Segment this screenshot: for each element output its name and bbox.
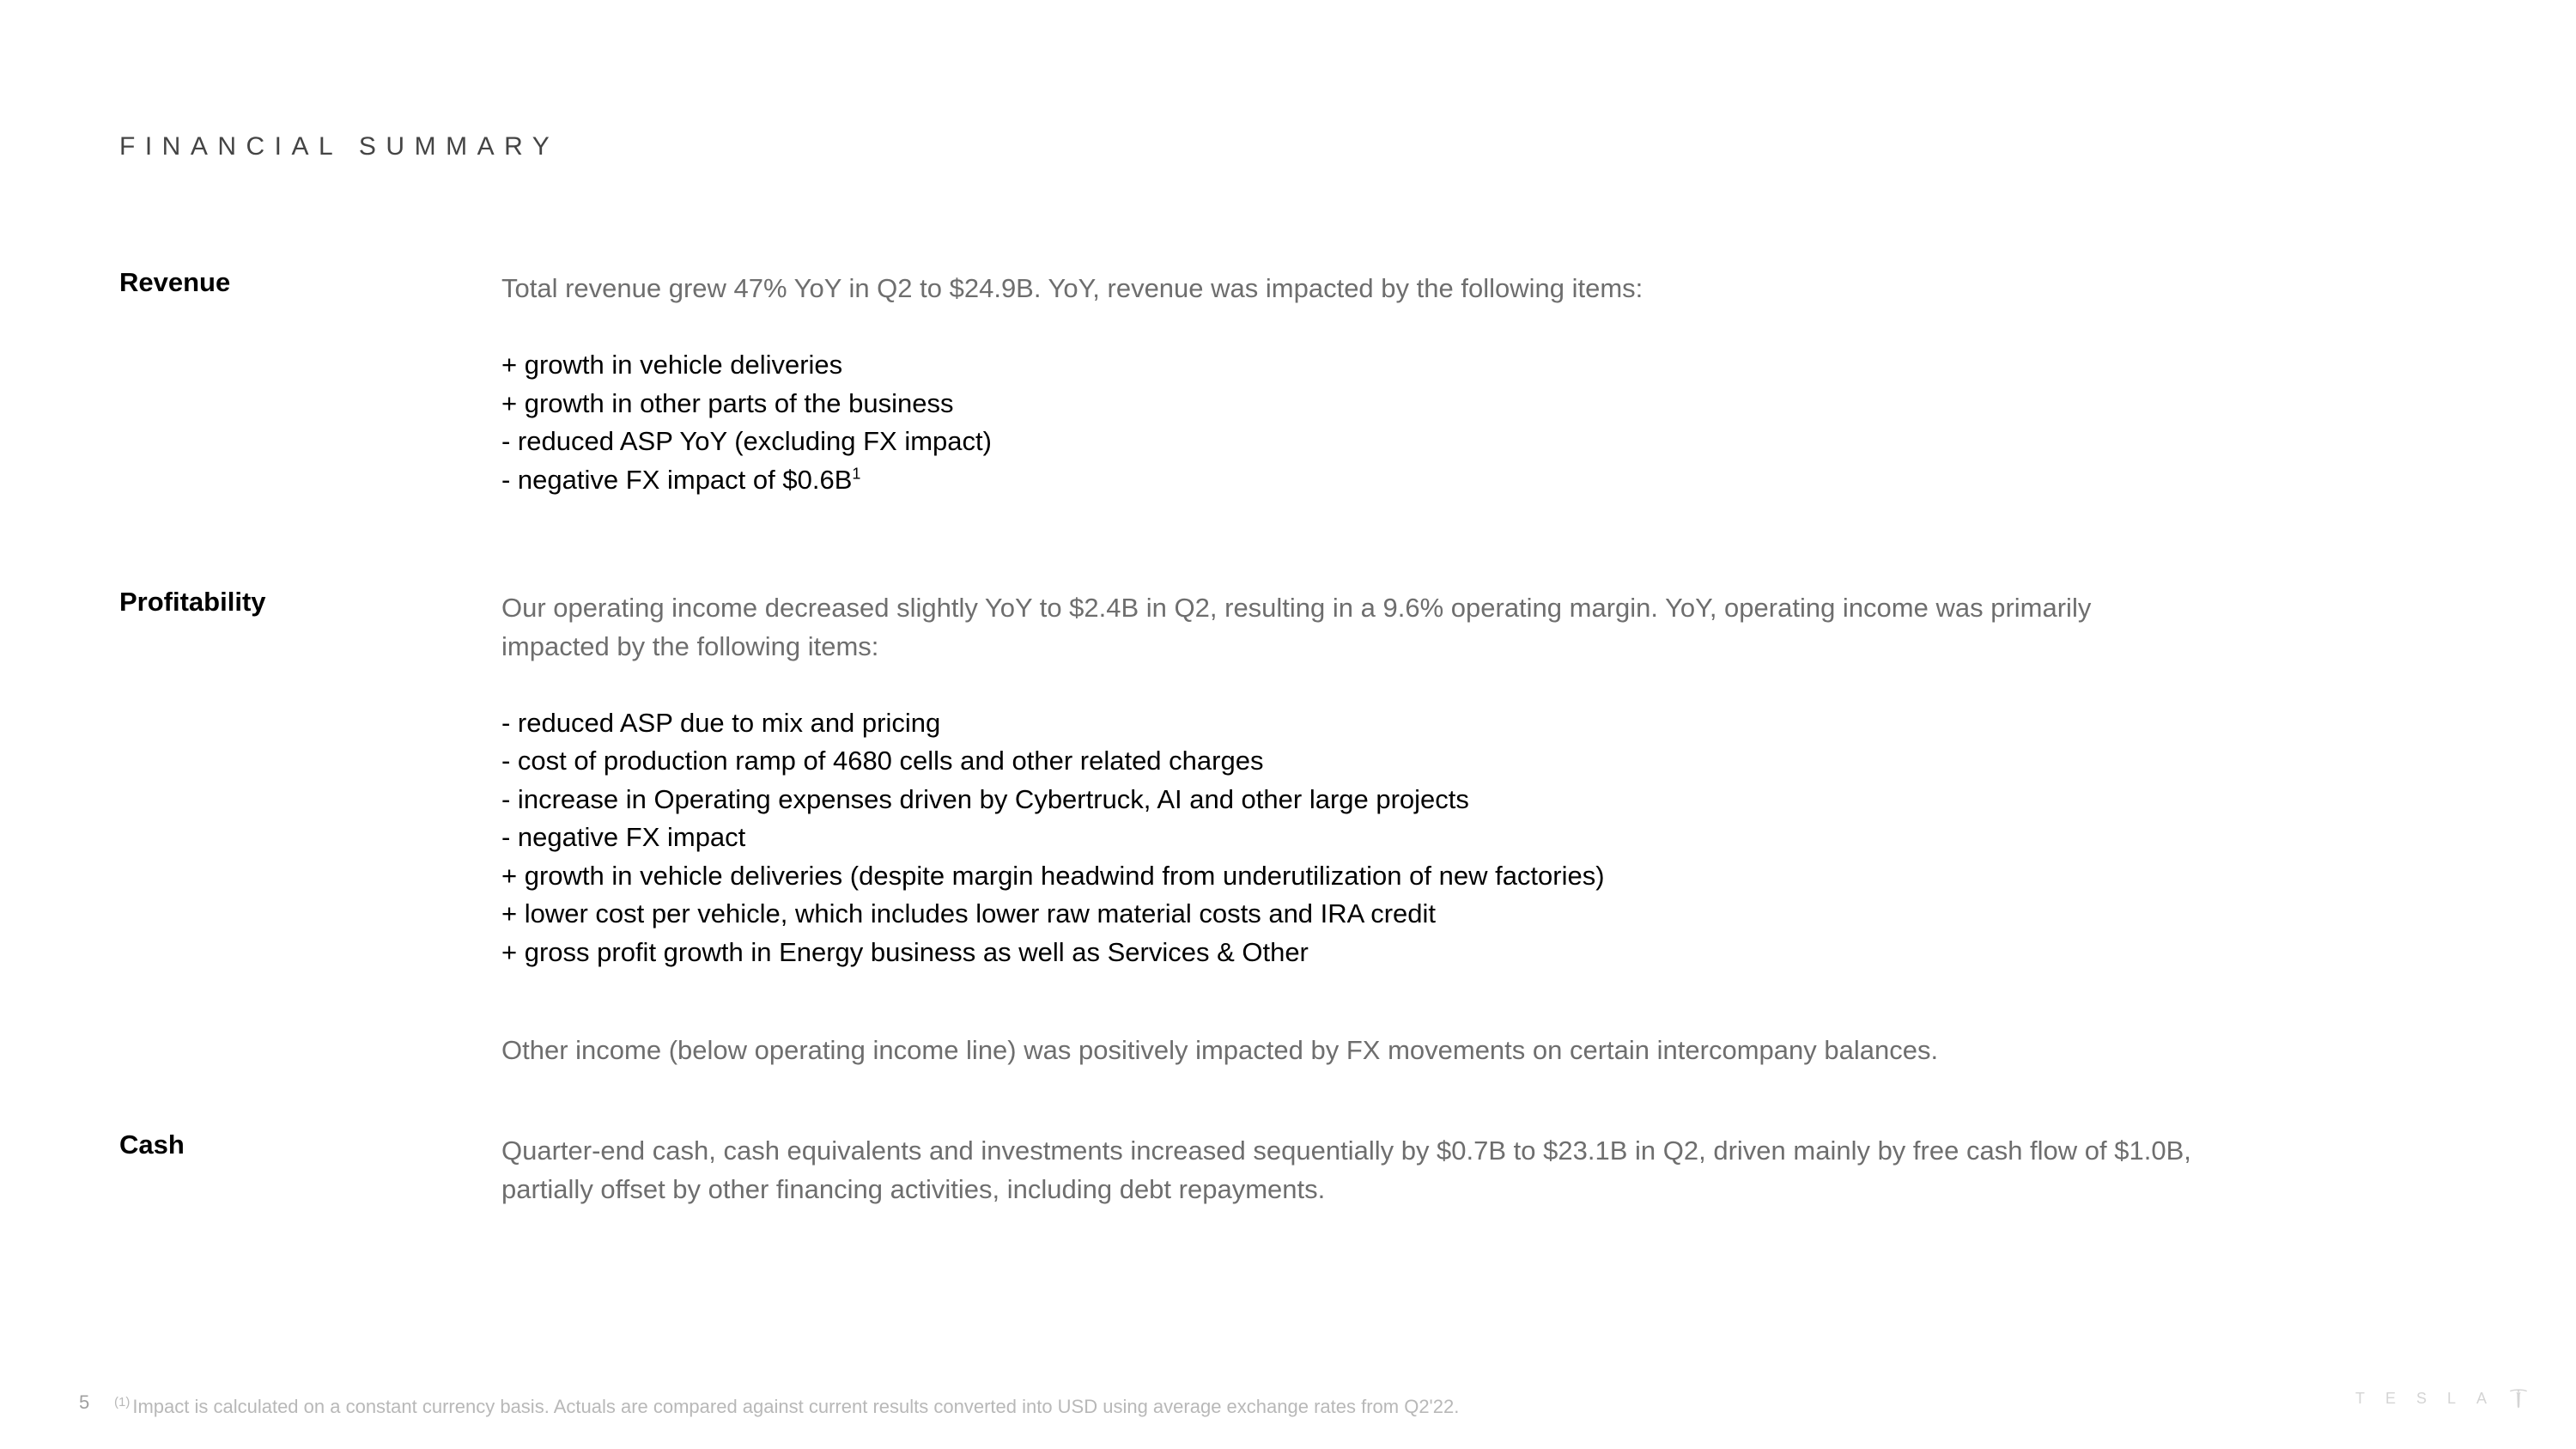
brand-wordmark: TESLA (2354, 1389, 2507, 1407)
cash-text-line-1: Quarter-end cash, cash equivalents and investments increased sequentially by $0.7B to $23.1B in Q2, driven mainly by free cash flow of $1.0B, (501, 1135, 2191, 1166)
list-item: - negative FX impact (501, 822, 746, 852)
list-item: - reduced ASP YoY (excluding FX impact) (501, 426, 992, 456)
list-item-text: - negative FX impact of $0.6B (501, 464, 853, 495)
cash-text (501, 1132, 2219, 1209)
revenue-intro: Total revenue grew 47% YoY in Q2 to $24.9B. YoY, revenue was impacted by the following items: (501, 273, 1643, 303)
other-income-note: Other income (below operating income line) was positively impacted by FX movements on certain intercompany balances. (501, 1035, 1939, 1065)
page-number: 5 (79, 1391, 90, 1413)
footnote-reference: 1 (852, 465, 861, 483)
profitability-intro-line-1: Our operating income decreased slightly YoY to $2.4B in Q2, resulting in a 9.6% operating margin. YoY, operating income was primarily (501, 593, 2092, 623)
list-item: - reduced ASP due to mix and pricing (501, 707, 941, 738)
footnote-text: Impact is calculated on a constant currency basis. Actuals are compared against current results converted into USD using average exchange rates from Q2'22. (132, 1396, 1460, 1417)
list-item (501, 461, 2219, 500)
revenue-label: Revenue (119, 267, 231, 297)
page-title: FINANCIAL SUMMARY (119, 132, 560, 161)
list-item: + growth in vehicle deliveries (despite margin headwind from underutilization of new factories) (501, 860, 1605, 891)
footnote (114, 1396, 1459, 1418)
profitability-bullets (501, 704, 2219, 972)
cash-label: Cash (119, 1129, 185, 1160)
list-item: - increase in Operating expenses driven by Cybertruck, AI and other large projects (501, 783, 1469, 814)
revenue-bullets (501, 346, 2219, 499)
revenue-body (501, 270, 2219, 499)
list-item: + growth in other parts of the business (501, 387, 954, 418)
profitability-intro (501, 589, 2219, 666)
profitability-label: Profitability (119, 587, 266, 617)
profitability-body (501, 589, 2219, 971)
list-item: + gross profit growth in Energy business as well as Services & Other (501, 936, 1309, 967)
cash-text-line-2: partially offset by other financing activities, including debt repayments. (501, 1173, 1326, 1204)
footnote-marker: (1) (114, 1394, 131, 1409)
list-item: - cost of production ramp of 4680 cells and other related charges (501, 746, 1264, 776)
list-item: + growth in vehicle deliveries (501, 350, 843, 380)
cash-body (501, 1132, 2219, 1209)
list-item: + lower cost per vehicle, which includes lower raw material costs and IRA credit (501, 898, 1437, 928)
tesla-t-icon (2509, 1388, 2528, 1409)
brand-logo (2355, 1388, 2528, 1409)
profitability-intro-line-2: impacted by the following items: (501, 630, 879, 661)
